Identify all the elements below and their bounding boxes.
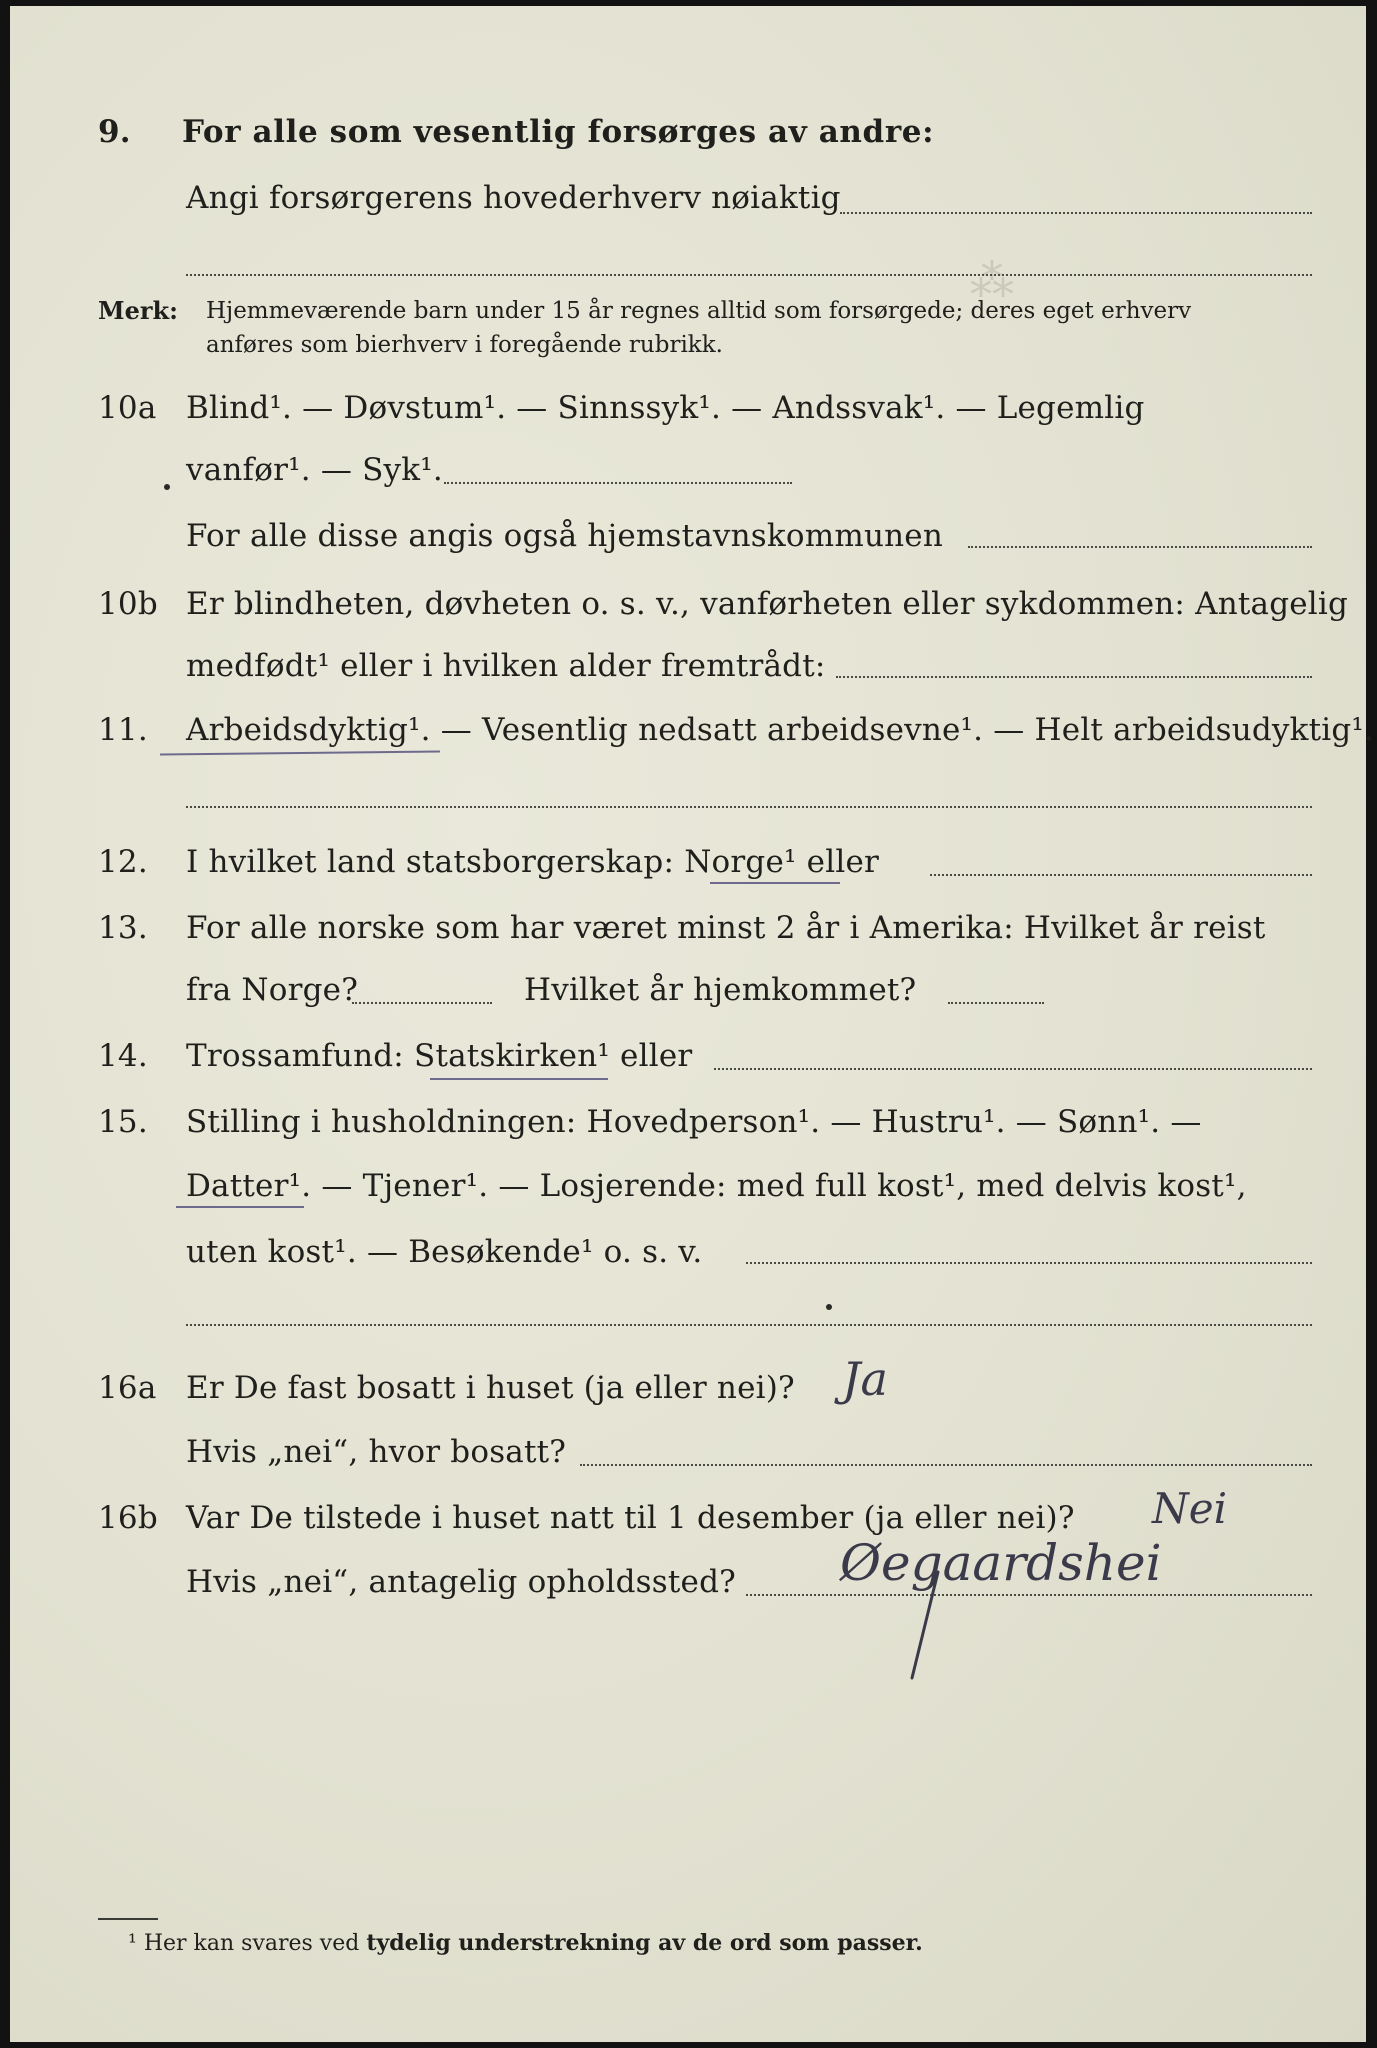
- q15-answer-field-2[interactable]: [186, 1324, 1312, 1326]
- q12-number: 12.: [98, 844, 148, 880]
- q13-line-2a: fra Norge?: [186, 972, 359, 1008]
- q9-line: Angi forsørgerens hovederhverv nøiaktig: [186, 180, 841, 216]
- q10a-line-3: For alle disse angis også hjemstavnskommunen: [186, 518, 943, 554]
- q16b-handwritten-answer[interactable]: Nei: [1152, 1484, 1228, 1533]
- bleed-through-mark: ⁂: [970, 256, 1014, 307]
- footnote-rule: [98, 1918, 158, 1920]
- q16b-number: 16b: [98, 1500, 158, 1536]
- q11-number: 11.: [98, 712, 148, 748]
- q15-answer-field[interactable]: [746, 1262, 1312, 1264]
- census-form-page: [10, 6, 1375, 2042]
- q13-line-1: For alle norske som har været minst 2 år i Amerika: Hvilket år reist: [186, 910, 1266, 946]
- q16b-line-2: Hvis „nei“, antagelig opholdssted?: [186, 1564, 736, 1600]
- q10a-home-field[interactable]: [968, 546, 1312, 548]
- pen-stroke-mark: [890, 1566, 970, 1686]
- q10b-line-1: Er blindheten, døvheten o. s. v., vanførheten eller sykdommen: Antagelig: [186, 586, 1349, 622]
- merk-line-1: Hjemmeværende barn under 15 år regnes alltid som forsørgede; deres eget erhverv: [206, 298, 1192, 324]
- footnote: ¹ Her kan svares ved tydelig understrekning av de ord som passer.: [128, 1930, 923, 1956]
- q9-answer-field[interactable]: [840, 212, 1312, 214]
- q9-number: 9.: [98, 114, 131, 150]
- q16a-bosatt-field[interactable]: [580, 1464, 1312, 1466]
- q15-number: 15.: [98, 1104, 148, 1140]
- q12-answer-field[interactable]: [930, 874, 1312, 876]
- q13-hjemkommet-field[interactable]: [948, 1002, 1044, 1004]
- q16b-line-1: Var De tilstede i huset natt til 1 desember (ja eller nei)?: [186, 1500, 1075, 1536]
- q16b-handwritten-place[interactable]: Øegaardshei: [840, 1534, 1162, 1592]
- pencil-underline-datter: [176, 1206, 304, 1208]
- q16a-handwritten-answer[interactable]: Ja: [842, 1352, 888, 1406]
- stray-ink-dot: [164, 484, 170, 490]
- q16b-opholdssted-field[interactable]: [746, 1594, 1312, 1596]
- q13-reist-field[interactable]: [352, 1002, 492, 1004]
- q14-answer-field[interactable]: [714, 1068, 1312, 1070]
- q11-answer-field[interactable]: [186, 806, 1312, 808]
- q11-line: Arbeidsdyktig¹. — Vesentlig nedsatt arbeidsevne¹. — Helt arbeidsudyktig¹.: [186, 712, 1375, 748]
- merk-label: Merk:: [98, 296, 178, 325]
- q15-underlined-choice[interactable]: Datter¹.: [186, 1168, 312, 1204]
- q16a-line-2: Hvis „nei“, hvor bosatt?: [186, 1434, 567, 1470]
- q15-line-1: Stilling i husholdningen: Hovedperson¹. — Hustru¹. — Sønn¹. —: [186, 1104, 1202, 1140]
- q12-line: I hvilket land statsborgerskap: Norge¹ eller: [186, 844, 880, 880]
- q10a-line-2: vanfør¹. — Syk¹.: [186, 452, 443, 488]
- q10a-line-1: Blind¹. — Døvstum¹. — Sinnssyk¹. — Andssvak¹. — Legemlig: [186, 390, 1145, 426]
- q12-underlined-choice[interactable]: Norge¹: [684, 844, 797, 880]
- q10a-number: 10a: [98, 390, 157, 426]
- q13-number: 13.: [98, 910, 148, 946]
- pencil-underline-statskirken: [430, 1078, 608, 1080]
- q13-line-2b: Hvilket år hjemkommet?: [524, 972, 917, 1008]
- q10b-number: 10b: [98, 586, 158, 622]
- merk-line-2: anføres som bierhverv i foregående rubrikk.: [206, 332, 723, 358]
- q15-line-3: uten kost¹. — Besøkende¹ o. s. v.: [186, 1234, 703, 1270]
- q16a-line-1: Er De fast bosatt i huset (ja eller nei)?: [186, 1370, 795, 1406]
- q14-underlined-choice[interactable]: Statskirken¹: [414, 1038, 610, 1074]
- q16a-number: 16a: [98, 1370, 157, 1406]
- stray-ink-dot: [826, 1304, 832, 1310]
- q14-number: 14.: [98, 1038, 148, 1074]
- q14-line: Trossamfund: Statskirken¹ eller: [186, 1038, 693, 1074]
- pencil-underline-norge: [710, 882, 840, 884]
- pencil-underline-arbeidsdyktig: [160, 751, 440, 756]
- q10a-answer-field[interactable]: [444, 482, 792, 484]
- q10b-answer-field[interactable]: [836, 676, 1312, 678]
- q11-underlined-choice[interactable]: Arbeidsdyktig¹.: [186, 712, 431, 748]
- q15-line-2: Datter¹. — Tjener¹. — Losjerende: med full kost¹, med delvis kost¹,: [186, 1168, 1247, 1204]
- q10b-line-2: medfødt¹ eller i hvilken alder fremtrådt:: [186, 648, 826, 684]
- q9-title: For alle som vesentlig forsørges av andre:: [182, 114, 935, 150]
- q9-answer-field-2[interactable]: [186, 274, 1312, 276]
